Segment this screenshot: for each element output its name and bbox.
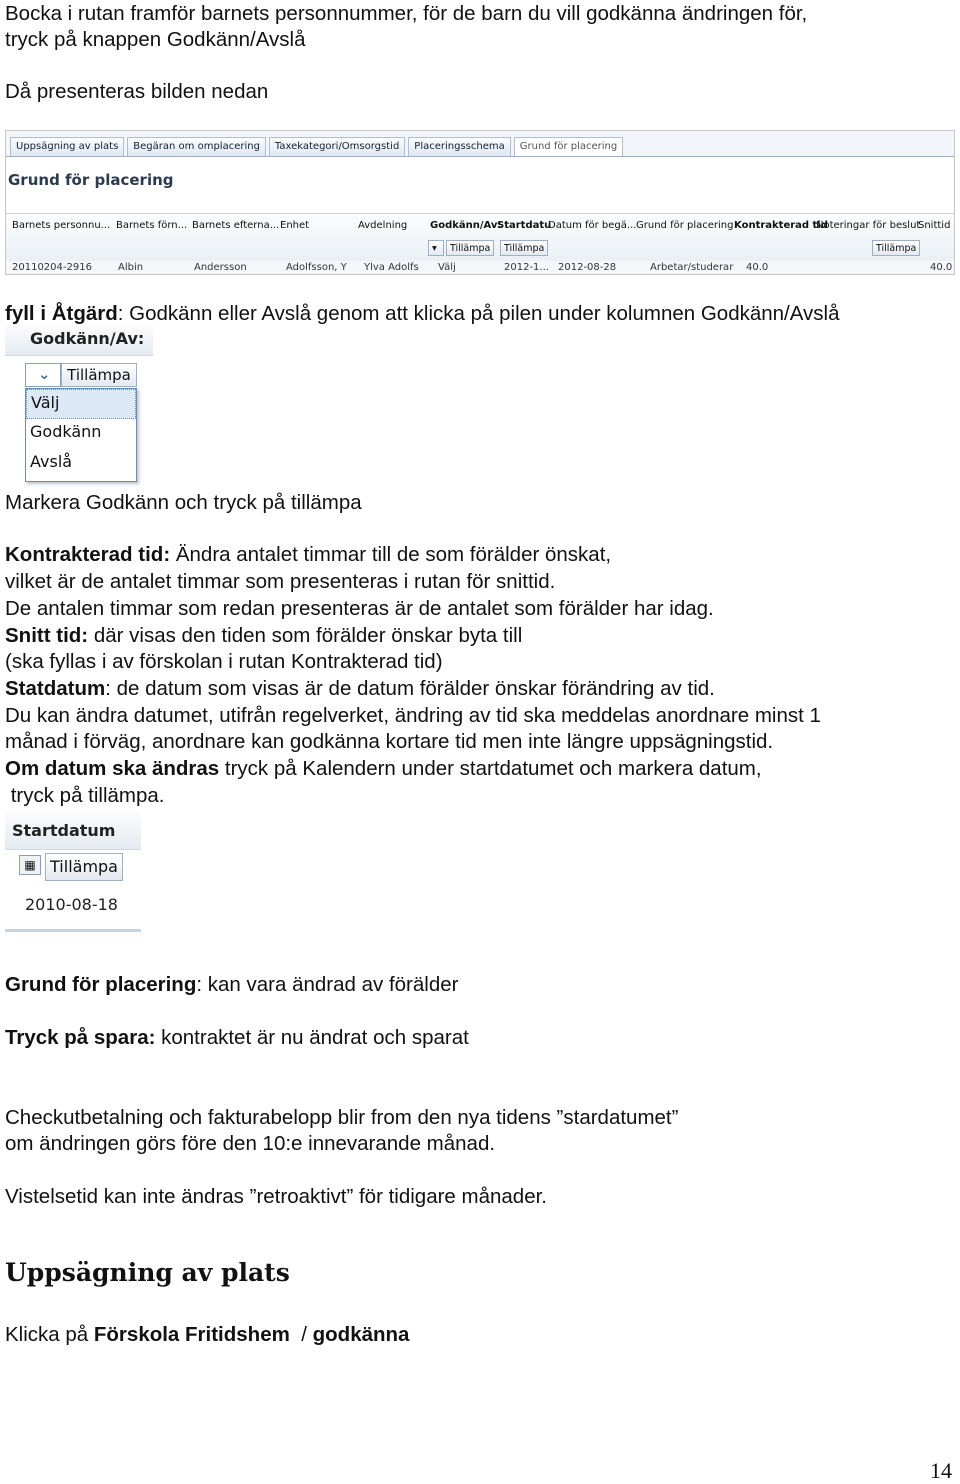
para-markera: Markera Godkänn och tryck på tillämpa [5,491,362,514]
table-row[interactable] [6,261,954,275]
column-header[interactable]: Snittid [918,220,951,231]
cell: 2012-1... [504,262,549,273]
column-header[interactable]: Barnets efterna... [192,220,280,231]
label-bold: Kontrakterad tid: [5,543,171,566]
para-line: tryck på tillämpa. [5,784,165,807]
column-header[interactable]: Barnets förn... [116,220,188,231]
section-heading: Uppsägning av plats [5,1258,290,1287]
para-text: : kan vara ändrad av förälder [196,973,459,996]
column-title: Godkänn/Av: [30,329,145,348]
action-select[interactable]: ▾ [428,240,444,256]
cell: Andersson [194,262,247,273]
column-header[interactable]: Kontrakterad tid [734,220,828,231]
para-text: tryck på Kalendern under startdatumet och markera datum, [219,757,762,780]
dropdown-menu [25,388,137,482]
calendar-icon[interactable]: ▦ [19,855,41,875]
para-line: De antalen timmar som redan presenteras är de antalet som förälder har idag. [5,597,714,620]
para-text: : Godkänn eller Avslå genom att klicka på pilen under kolumnen Godkänn/Avslå [117,302,840,325]
para-grund [5,971,458,998]
para-fyll-i [5,300,840,327]
para-klicka [5,1321,409,1348]
action-select[interactable] [25,363,61,387]
label-bold: Tryck på spara: [5,1026,156,1049]
option-godkann[interactable]: Godkänn [30,422,102,441]
screen-title: Grund för placering [8,171,174,189]
column-header[interactable]: Datum för begä... [548,220,637,231]
divider [5,929,141,932]
para-line: (ska fyllas i av förskolan i rutan Kontrakterad tid) [5,650,443,673]
column-header [5,811,141,850]
para-checkout-1: Checkutbetalning och fakturabelopp blir from den nya tidens ”stardatumet” [5,1106,679,1129]
cell: 40.0 [930,262,953,273]
label-bold: Om datum ska ändras [5,757,220,780]
tab-bar [6,131,954,157]
grid-header [6,213,954,266]
cell[interactable]: Välj [438,262,456,273]
startdatum-screenshot [5,811,141,935]
start-date-value: 2010-08-18 [25,895,118,914]
option-valj[interactable]: Välj [26,389,136,419]
tab-uppsagning[interactable]: Uppsägning av plats [10,137,124,156]
cell: Adolfsson, Y [286,262,347,273]
label-bold: fyll i Åtgärd [5,302,118,325]
para-spara [5,1024,469,1051]
para-snitt [5,622,522,649]
para-vistelse: Vistelsetid kan inte ändras ”retroaktivt” för tidigare månader. [5,1185,547,1208]
cell: Arbetar/studerar [650,262,734,273]
label-bold: Förskola Fritidshem [93,1323,290,1346]
label-bold: Snitt tid: [5,624,89,647]
column-header[interactable]: Godkänn/Av: [430,220,502,231]
apply-button[interactable]: Tillämpa [446,240,494,256]
column-header [5,325,153,356]
grund-for-placering-screenshot [5,130,955,275]
option-avsla[interactable]: Avslå [30,452,73,471]
para-text: Klicka på [5,1323,94,1346]
label-bold: Grund för placering [5,973,197,996]
intro-line-1: Bocka i rutan framför barnets personnummer, för de barn du vill godkänna ändringen för, [5,2,808,25]
apply-button[interactable]: Tillämpa [872,240,920,256]
tab-grund-for-placering[interactable]: Grund för placering [514,137,623,156]
para-line: vilket är de antalet timmar som presenteras i rutan för snittid. [5,570,556,593]
column-header[interactable]: Barnets personnu... [12,220,111,231]
godkann-dropdown-screenshot [5,325,153,482]
para-line: Du kan ändra datumet, utifrån regelverket, ändring av tid ska meddelas anordnare minst 1 [5,704,821,727]
para-om-datum [5,755,762,782]
cell: 20110204-2916 [12,262,92,273]
cell: Ylva Adolfs [364,262,419,273]
para-checkout-2: om ändringen görs före den 10:e innevarande månad. [5,1132,496,1155]
separator: / [289,1323,313,1346]
label-bold: Statdatum [5,677,106,700]
column-header[interactable]: Avdelning [358,220,408,231]
para-text: där visas den tiden som förälder önskar byta till [88,624,523,647]
tab-omplacering[interactable]: Begäran om omplacering [127,137,266,156]
apply-button[interactable]: Tillämpa [61,363,137,387]
tab-taxekategori[interactable]: Taxekategori/Omsorgstid [269,137,405,156]
column-header[interactable]: Startdatu [497,220,552,231]
para-text: Ändra antalet timmar till de som förälder önskat, [170,543,612,566]
para-text: kontraktet är nu ändrat och sparat [155,1026,469,1049]
para-text: : de datum som visas är de datum förälder önskar förändring av tid. [105,677,715,700]
column-header[interactable]: Noteringar för beslut [816,220,921,231]
para-line: månad i förväg, anordnare kan godkänna kortare tid men inte längre uppsägningstid. [5,730,774,753]
cell: 40.0 [746,262,769,273]
label-bold: godkänna [312,1323,410,1346]
tab-placeringsschema[interactable]: Placeringsschema [408,137,510,156]
column-header[interactable]: Enhet [280,220,310,231]
chevron-down-icon[interactable]: ⌄ [38,365,51,383]
para-statdatum [5,675,715,702]
apply-button[interactable]: Tillämpa [500,240,548,256]
page-number: 14 [930,1458,952,1483]
intro-line-3: Då presenteras bilden nedan [5,80,269,103]
para-kontrakterad [5,541,611,568]
column-title: Startdatum [12,821,116,840]
cell: Albin [118,262,144,273]
apply-button[interactable]: Tillämpa [45,853,123,881]
intro-line-2: tryck på knappen Godkänn/Avslå [5,28,306,51]
cell: 2012-08-28 [558,262,617,273]
column-header[interactable]: Grund för placering [636,220,734,231]
